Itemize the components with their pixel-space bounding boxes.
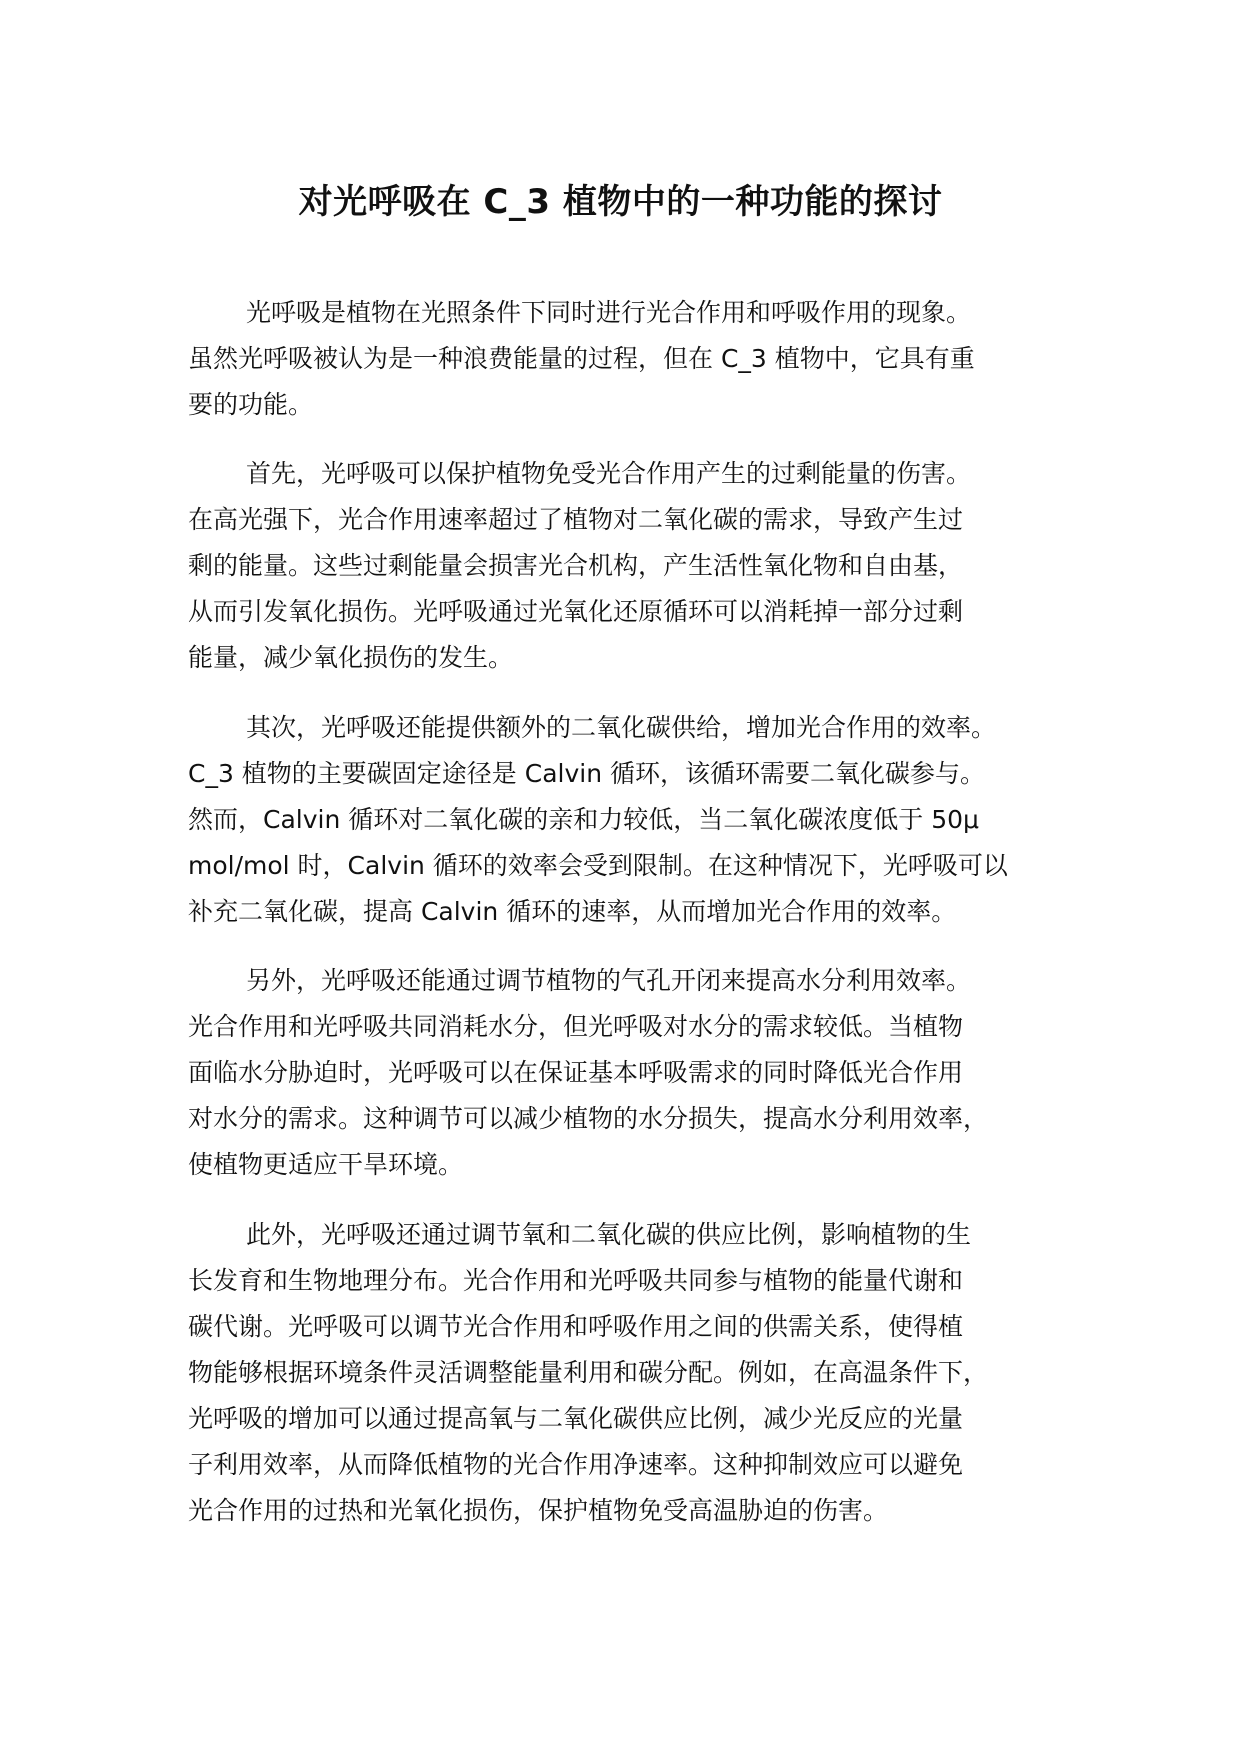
- paragraph-line: 碳代谢。光呼吸可以调节光合作用和呼吸作用之间的供需关系，使得植: [188, 1312, 964, 1341]
- paragraph-line: 光合作用和光呼吸共同消耗水分，但光呼吸对水分的需求较低。当植物: [188, 1012, 964, 1041]
- paragraph-line: 光合作用的过热和光氧化损伤，保护植物免受高温胁迫的伤害。: [188, 1496, 889, 1525]
- document-title: 对光呼吸在 C_3 植物中的一种功能的探讨: [298, 182, 943, 222]
- paragraph-line: 长发育和生物地理分布。光合作用和光呼吸共同参与植物的能量代谢和: [188, 1266, 964, 1295]
- paragraph-line: 然而，Calvin 循环对二氧化碳的亲和力较低，当二氧化碳浓度低于 50μ: [188, 805, 979, 834]
- paragraph-line: 补充二氧化碳，提高 Calvin 循环的速率，从而增加光合作用的效率。: [188, 897, 957, 926]
- paragraph-2: [188, 451, 1088, 681]
- paragraph-line: 其次，光呼吸还能提供额外的二氧化碳供给，增加光合作用的效率。: [246, 713, 997, 742]
- paragraph-line: C_3 植物的主要碳固定途径是 Calvin 循环，该循环需要二氧化碳参与。: [188, 759, 986, 788]
- paragraph-line: 能量，减少氧化损伤的发生。: [188, 643, 514, 672]
- paragraph-line: 剩的能量。这些过剩能量会损害光合机构，产生活性氧化物和自由基，: [188, 551, 964, 580]
- paragraph-line: 光呼吸的增加可以通过提高氧与二氧化碳供应比例，减少光反应的光量: [188, 1404, 964, 1433]
- paragraph-line: 子利用效率，从而降低植物的光合作用净速率。这种抑制效应可以避免: [188, 1450, 964, 1479]
- paragraph-line: 此外，光呼吸还通过调节氧和二氧化碳的供应比例，影响植物的生: [246, 1220, 972, 1249]
- paragraph-line: 虽然光呼吸被认为是一种浪费能量的过程，但在 C_3 植物中，它具有重: [188, 344, 975, 373]
- paragraph-4: [188, 958, 1088, 1188]
- paragraph-line: 对水分的需求。这种调节可以减少植物的水分损失，提高水分利用效率，: [188, 1104, 989, 1133]
- paragraph-5: [188, 1212, 1088, 1534]
- paragraph-line: 从而引发氧化损伤。光呼吸通过光氧化还原循环可以消耗掉一部分过剩: [188, 597, 964, 626]
- paragraph-line: 首先，光呼吸可以保护植物免受光合作用产生的过剩能量的伤害。: [246, 459, 972, 488]
- paragraph-line: mol/mol 时，Calvin 循环的效率会受到限制。在这种情况下，光呼吸可以: [188, 851, 1008, 880]
- paragraph-line: 面临水分胁迫时，光呼吸可以在保证基本呼吸需求的同时降低光合作用: [188, 1058, 964, 1087]
- paragraph-1: [188, 290, 1088, 428]
- paragraph-3: [188, 705, 1088, 935]
- paragraph-line: 使植物更适应干旱环境。: [188, 1150, 464, 1179]
- paragraph-line: 光呼吸是植物在光照条件下同时进行光合作用和呼吸作用的现象。: [246, 298, 972, 327]
- paragraph-line: 物能够根据环境条件灵活调整能量利用和碳分配。例如，在高温条件下，: [188, 1358, 989, 1387]
- paragraph-line: 另外，光呼吸还能通过调节植物的气孔开闭来提高水分利用效率。: [246, 966, 972, 995]
- paragraph-line: 要的功能。: [188, 390, 314, 419]
- paragraph-line: 在高光强下，光合作用速率超过了植物对二氧化碳的需求，导致产生过: [188, 505, 964, 534]
